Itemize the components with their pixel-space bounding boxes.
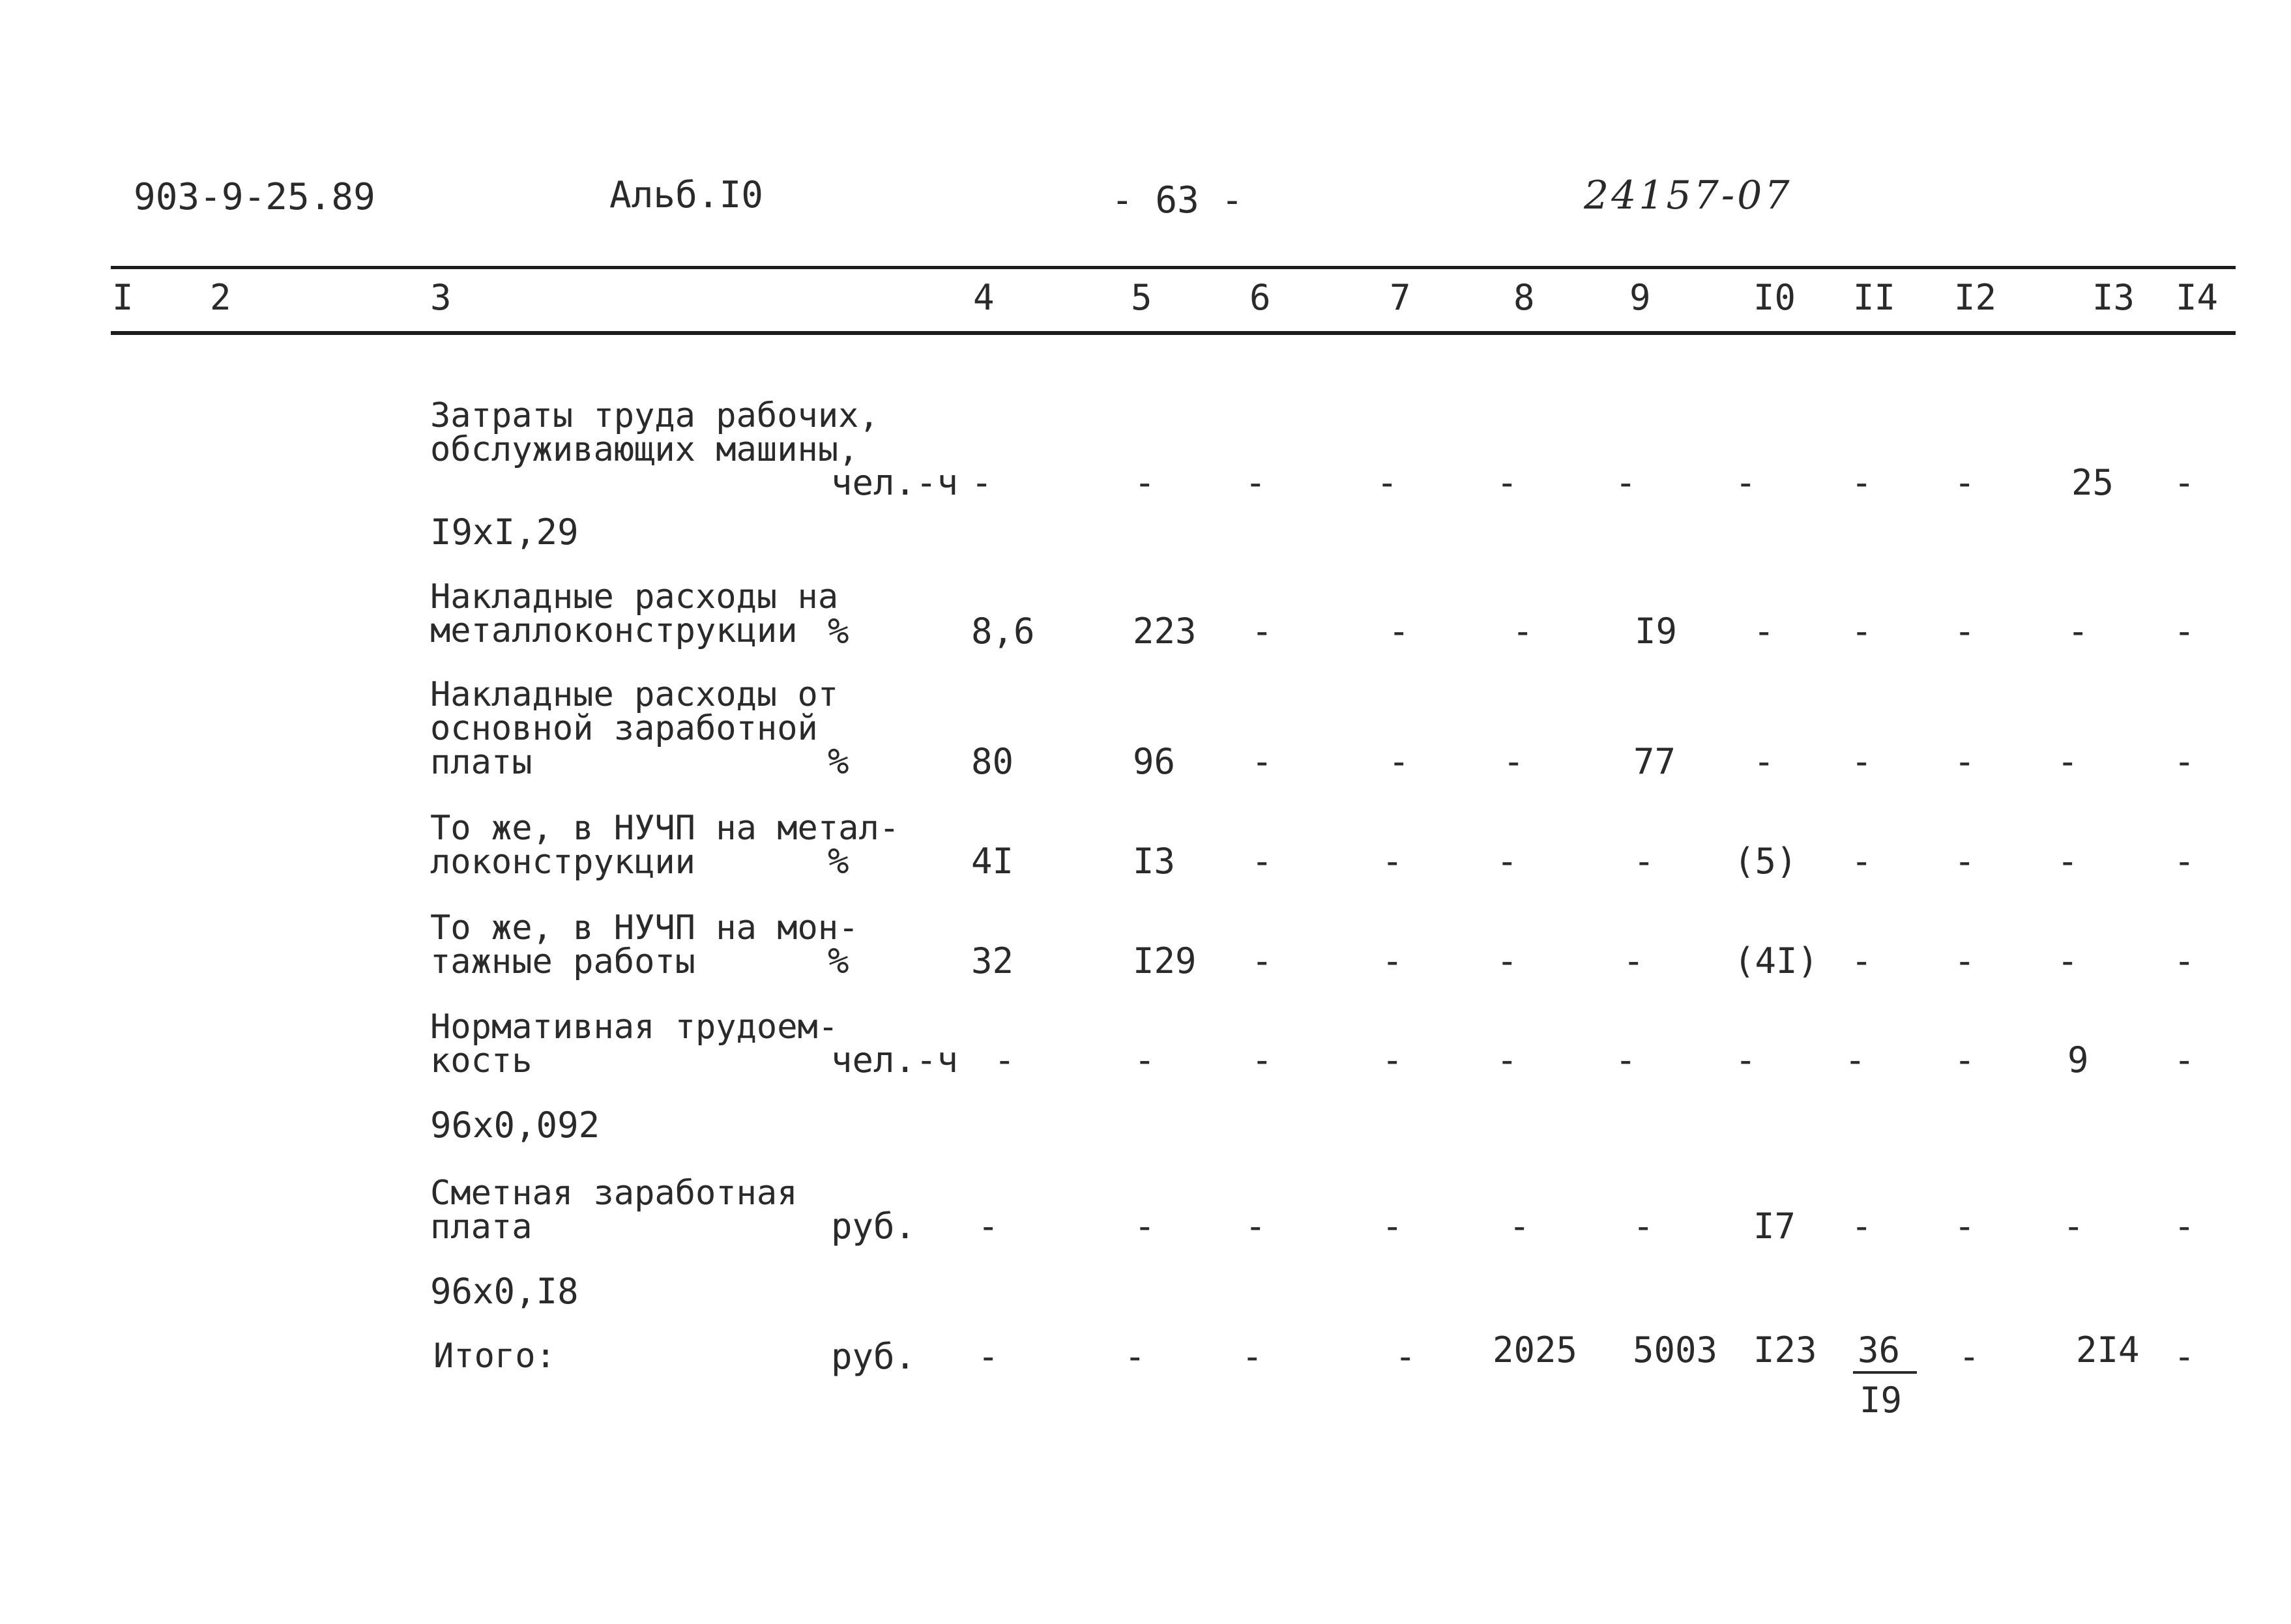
- cell-col9: 77: [1633, 741, 1676, 782]
- cell-col7: -: [1388, 611, 1410, 652]
- handwritten-number: 24157-07: [1584, 173, 1792, 218]
- cell-col10: -: [1753, 741, 1775, 782]
- cell-col4: -: [978, 1206, 999, 1247]
- cell-col9: -: [1633, 841, 1655, 882]
- header-top-rule: [111, 266, 2236, 269]
- cell-col9: -: [1615, 1039, 1637, 1080]
- cell-col5: -: [1134, 1206, 1156, 1247]
- col-header-10: I0: [1753, 277, 1796, 318]
- cell-col12: -: [1954, 841, 1976, 882]
- cell-col6: -: [1245, 1206, 1266, 1247]
- cell-col9: 5003: [1633, 1329, 1718, 1370]
- cell-col8: 2025: [1493, 1329, 1578, 1370]
- doc-code: 903-9-25.89: [134, 176, 375, 218]
- cell-col9: I9: [1635, 611, 1678, 652]
- cell-col11-denominator: I9: [1860, 1380, 1903, 1421]
- cell-col13: -: [2067, 611, 2089, 652]
- cell-col11-numerator: 36: [1858, 1329, 1901, 1370]
- cell-col12: -: [1959, 1336, 1980, 1377]
- cell-col4: -: [978, 1336, 999, 1377]
- row-label: То же, в НУЧП на мон- тажные работы: [430, 908, 859, 981]
- cell-col14: -: [2174, 940, 2195, 981]
- row-label: Накладные расходы от основной заработной платы: [430, 675, 839, 782]
- row-unit: %: [828, 841, 849, 882]
- cell-col11: -: [1851, 462, 1873, 503]
- cell-col5: I3: [1133, 841, 1176, 882]
- cell-col10: -: [1753, 611, 1775, 652]
- cell-col4: 8,6: [971, 611, 1035, 652]
- cell-col14: -: [2174, 841, 2195, 882]
- cell-col4: 80: [971, 741, 1014, 782]
- cell-col14: -: [2174, 611, 2195, 652]
- cell-col4: -: [971, 462, 993, 503]
- cell-col7: -: [1382, 841, 1403, 882]
- cell-col12: -: [1954, 611, 1976, 652]
- cell-col10: I23: [1753, 1329, 1817, 1370]
- page-number: - 63 -: [1111, 179, 1244, 222]
- cell-col5: I29: [1133, 940, 1197, 981]
- row-unit: %: [828, 611, 849, 652]
- formula-text: 96x0,092: [430, 1105, 600, 1146]
- cell-col10: -: [1735, 462, 1757, 503]
- col-header-13: I3: [2092, 277, 2135, 318]
- cell-col5: -: [1134, 462, 1156, 503]
- row-label: Сметная заработная плата: [430, 1174, 798, 1247]
- cell-col10: (5): [1734, 841, 1798, 882]
- cell-col8: -: [1503, 741, 1525, 782]
- row-unit: руб.: [831, 1336, 916, 1377]
- row-unit: чел.-ч: [831, 462, 959, 503]
- cell-col5: 223: [1133, 611, 1197, 652]
- cell-col7: -: [1382, 1206, 1403, 1247]
- cell-col11: -: [1851, 1206, 1873, 1247]
- cell-col8: -: [1512, 611, 1534, 652]
- cell-col7: -: [1377, 462, 1398, 503]
- cell-col14: -: [2174, 1039, 2195, 1080]
- fraction-bar: [1853, 1371, 1917, 1374]
- cell-col8: -: [1496, 940, 1518, 981]
- album-label: Альб.I0: [609, 174, 764, 216]
- cell-col5: -: [1134, 1039, 1156, 1080]
- cell-col6: -: [1251, 611, 1273, 652]
- cell-col4: 4I: [971, 841, 1014, 882]
- cell-col13: -: [2057, 741, 2079, 782]
- cell-col14: -: [2174, 462, 2195, 503]
- cell-col8: -: [1496, 462, 1518, 503]
- cell-col14: -: [2174, 741, 2195, 782]
- cell-col5: 96: [1133, 741, 1176, 782]
- cell-col10: (4I): [1734, 940, 1819, 981]
- col-header-4: 4: [973, 277, 995, 318]
- col-header-12: I2: [1954, 277, 1997, 318]
- cell-col4: -: [994, 1039, 1015, 1080]
- cell-col13: -: [2057, 841, 2079, 882]
- formula-text: 96x0,I8: [430, 1271, 579, 1312]
- cell-col5: -: [1124, 1336, 1146, 1377]
- row-unit: %: [828, 940, 849, 981]
- cell-col7: -: [1382, 940, 1403, 981]
- cell-col10: I7: [1753, 1206, 1796, 1247]
- cell-col12: -: [1954, 741, 1976, 782]
- cell-col13: 2I4: [2076, 1329, 2140, 1370]
- cell-col6: -: [1245, 462, 1266, 503]
- cell-col9: -: [1615, 462, 1637, 503]
- row-unit: руб.: [831, 1206, 916, 1247]
- cell-col13: -: [2063, 1206, 2084, 1247]
- cell-col14: -: [2174, 1336, 2195, 1377]
- col-header-1: I: [112, 277, 134, 318]
- formula-text: I9xI,29: [430, 512, 579, 553]
- cell-col6: -: [1242, 1336, 1263, 1377]
- cell-col12: -: [1954, 1206, 1976, 1247]
- row-unit: чел.-ч: [831, 1039, 959, 1080]
- cell-col14: -: [2174, 1206, 2195, 1247]
- cell-col12: -: [1954, 940, 1976, 981]
- cell-col9: -: [1633, 1206, 1654, 1247]
- cell-col8: -: [1496, 841, 1518, 882]
- col-header-8: 8: [1513, 277, 1535, 318]
- cell-col12: -: [1954, 462, 1976, 503]
- cell-col13: 9: [2067, 1039, 2089, 1080]
- row-label: То же, в НУЧП на метал- локонструкции: [430, 809, 900, 882]
- cell-col4: 32: [971, 940, 1014, 981]
- col-header-5: 5: [1131, 277, 1152, 318]
- cell-col13: -: [2057, 940, 2079, 981]
- col-header-2: 2: [210, 277, 231, 318]
- cell-col7: -: [1382, 1039, 1403, 1080]
- col-header-14: I4: [2176, 277, 2219, 318]
- col-header-11: II: [1853, 277, 1896, 318]
- cell-col11: -: [1851, 940, 1873, 981]
- cell-col8: -: [1509, 1206, 1530, 1247]
- cell-col8: -: [1496, 1039, 1518, 1080]
- col-header-9: 9: [1629, 277, 1651, 318]
- col-header-6: 6: [1249, 277, 1271, 318]
- cell-col6: -: [1251, 841, 1273, 882]
- row-label: Затраты труда рабочих, обслуживающих машины,: [430, 396, 879, 469]
- cell-col11: -: [1845, 1039, 1866, 1080]
- col-header-7: 7: [1390, 277, 1411, 318]
- cell-col11: -: [1851, 741, 1873, 782]
- row-label: Итого:: [433, 1337, 556, 1376]
- col-header-3: 3: [430, 277, 452, 318]
- cell-col13: 25: [2071, 462, 2114, 503]
- cell-col11: -: [1851, 611, 1873, 652]
- cell-col7: -: [1388, 741, 1410, 782]
- cell-col9: -: [1623, 940, 1644, 981]
- cell-col6: -: [1251, 741, 1273, 782]
- cell-col11: -: [1851, 841, 1873, 882]
- cell-col10: -: [1735, 1039, 1757, 1080]
- row-label: Накладные расходы на металлоконструкции: [430, 577, 839, 650]
- cell-col6: -: [1251, 940, 1273, 981]
- cell-col7: -: [1395, 1336, 1416, 1377]
- header-bottom-rule: [111, 331, 2236, 335]
- cell-col6: -: [1251, 1039, 1273, 1080]
- cell-col12: -: [1954, 1039, 1976, 1080]
- row-label: Нормативная трудоем- кость: [430, 1008, 839, 1080]
- row-unit: %: [828, 741, 849, 782]
